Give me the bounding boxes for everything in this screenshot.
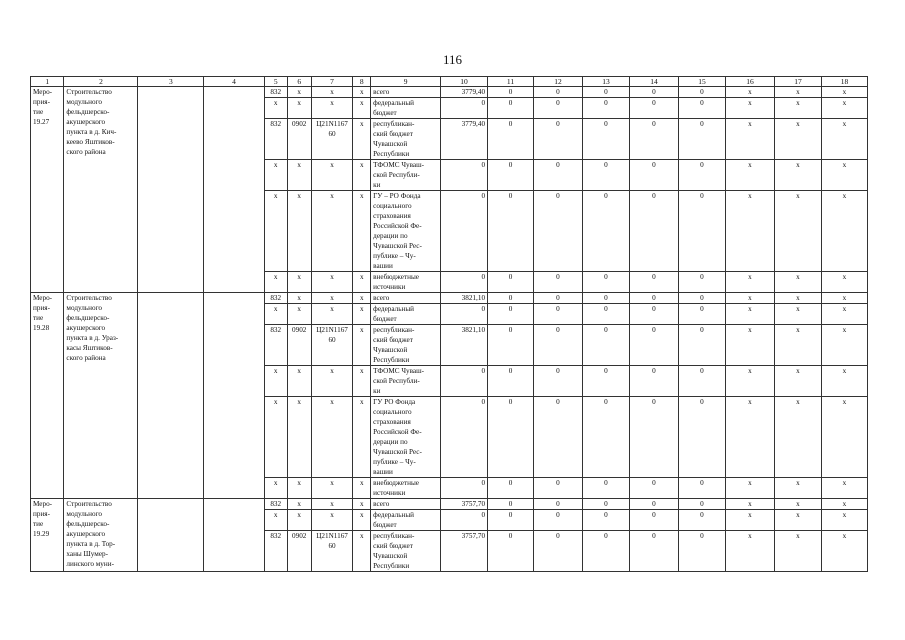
value-cell: x — [821, 293, 867, 304]
value-cell: 0 — [441, 191, 488, 272]
code-cell: x — [287, 160, 311, 191]
code-cell: 832 — [264, 531, 287, 572]
value-cell: 0 — [629, 160, 678, 191]
column-header: 17 — [774, 77, 821, 87]
value-cell: 0 — [582, 119, 629, 160]
value-cell: 0 — [488, 191, 534, 272]
value-cell: 0 — [441, 304, 488, 325]
code-cell: x — [353, 478, 371, 499]
code-cell: x — [287, 272, 311, 293]
code-cell: x — [287, 510, 311, 531]
funding-source: федеральный бюджет — [371, 98, 441, 119]
value-cell: x — [821, 397, 867, 478]
funding-source: федеральный бюджет — [371, 304, 441, 325]
code-cell: x — [311, 293, 353, 304]
value-cell: x — [821, 531, 867, 572]
budget-table — [30, 76, 868, 572]
value-cell: 0 — [533, 98, 582, 119]
event-name: Строительство модульного фельдшерско- акушерского пункта в д. Тор- ханы Шумер- линского муни- — [64, 499, 138, 572]
value-cell: 0 — [533, 531, 582, 572]
code-cell: x — [287, 304, 311, 325]
value-cell: 0 — [533, 304, 582, 325]
value-cell: 0 — [488, 478, 534, 499]
empty-cell — [138, 293, 204, 499]
code-cell: x — [287, 293, 311, 304]
value-cell: x — [774, 160, 821, 191]
value-cell: 0 — [441, 272, 488, 293]
code-cell: x — [264, 510, 287, 531]
event-label: Меро- прия- тие 19.29 — [31, 499, 64, 572]
value-cell: 0 — [488, 325, 534, 366]
value-cell: x — [725, 397, 774, 478]
code-cell: x — [287, 98, 311, 119]
value-cell: 3821,10 — [441, 293, 488, 304]
event-label: Меро- прия- тие 19.28 — [31, 293, 64, 499]
value-cell: x — [725, 293, 774, 304]
value-cell: 0 — [678, 304, 725, 325]
funding-source: ТФОМС Чуваш- ской Республи- ки — [371, 366, 441, 397]
column-header: 13 — [582, 77, 629, 87]
value-cell: x — [821, 272, 867, 293]
value-cell: 3821,10 — [441, 325, 488, 366]
value-cell: 0 — [678, 98, 725, 119]
column-header: 8 — [353, 77, 371, 87]
code-cell: x — [311, 510, 353, 531]
value-cell: x — [774, 87, 821, 98]
value-cell: 0 — [533, 397, 582, 478]
value-cell: x — [821, 304, 867, 325]
value-cell: x — [774, 366, 821, 397]
value-cell: 3779,40 — [441, 87, 488, 98]
value-cell: 0 — [629, 531, 678, 572]
column-header: 2 — [64, 77, 138, 87]
value-cell: x — [774, 304, 821, 325]
table-body — [31, 77, 868, 572]
value-cell: x — [774, 478, 821, 499]
code-cell: 832 — [264, 87, 287, 98]
code-cell: x — [353, 160, 371, 191]
value-cell: 0 — [582, 191, 629, 272]
code-cell: x — [353, 510, 371, 531]
code-cell: x — [264, 98, 287, 119]
code-cell: 0902 — [287, 531, 311, 572]
funding-source: ГУ – РО Фонда социального страхования Российской Фе- дерации по Чувашской Рес- публике – Чу- вашии — [371, 191, 441, 272]
value-cell: 0 — [629, 304, 678, 325]
code-cell: 832 — [264, 499, 287, 510]
funding-source: всего — [371, 87, 441, 98]
value-cell: 0 — [533, 366, 582, 397]
table-row — [31, 293, 868, 304]
funding-source: внебюджетные источники — [371, 272, 441, 293]
value-cell: 0 — [533, 87, 582, 98]
value-cell: x — [725, 325, 774, 366]
column-header: 14 — [629, 77, 678, 87]
value-cell: 3779,40 — [441, 119, 488, 160]
value-cell: 0 — [488, 397, 534, 478]
code-cell: x — [264, 272, 287, 293]
header-row — [31, 77, 868, 87]
value-cell: 0 — [582, 510, 629, 531]
column-header: 15 — [678, 77, 725, 87]
value-cell: x — [821, 478, 867, 499]
code-cell: x — [353, 397, 371, 478]
value-cell: x — [725, 499, 774, 510]
column-header: 5 — [264, 77, 287, 87]
funding-source: республикан- ский бюджет Чувашской Республики — [371, 119, 441, 160]
value-cell: x — [725, 478, 774, 499]
value-cell: 0 — [533, 325, 582, 366]
value-cell: 0 — [441, 366, 488, 397]
value-cell: 0 — [678, 325, 725, 366]
value-cell: 0 — [488, 293, 534, 304]
table-row — [31, 499, 868, 510]
code-cell: x — [264, 160, 287, 191]
funding-source: федеральный бюджет — [371, 510, 441, 531]
column-header: 7 — [311, 77, 353, 87]
event-name: Строительство модульного фельдшерско- акушерского пункта в д. Кич- кеево Яштиков- ского района — [64, 87, 138, 293]
code-cell: x — [353, 304, 371, 325]
value-cell: 0 — [441, 98, 488, 119]
code-cell: x — [353, 325, 371, 366]
value-cell: x — [774, 397, 821, 478]
value-cell: 0 — [678, 87, 725, 98]
column-header: 11 — [488, 77, 534, 87]
value-cell: 0 — [488, 87, 534, 98]
value-cell: 0 — [441, 397, 488, 478]
code-cell: x — [287, 397, 311, 478]
code-cell: x — [311, 499, 353, 510]
code-cell: x — [311, 304, 353, 325]
value-cell: x — [774, 119, 821, 160]
value-cell: 0 — [533, 160, 582, 191]
value-cell: 0 — [629, 272, 678, 293]
value-cell: 0 — [533, 119, 582, 160]
value-cell: 0 — [678, 531, 725, 572]
value-cell: x — [725, 160, 774, 191]
code-cell: x — [353, 98, 371, 119]
code-cell: x — [287, 191, 311, 272]
value-cell: x — [821, 366, 867, 397]
column-header: 3 — [138, 77, 204, 87]
value-cell: 0 — [629, 510, 678, 531]
code-cell: x — [353, 87, 371, 98]
value-cell: x — [774, 531, 821, 572]
value-cell: 0 — [582, 87, 629, 98]
value-cell: 0 — [678, 191, 725, 272]
funding-source: ТФОМС Чуваш- ской Республи- ки — [371, 160, 441, 191]
code-cell: x — [353, 531, 371, 572]
value-cell: 0 — [678, 510, 725, 531]
code-cell: x — [353, 366, 371, 397]
value-cell: x — [774, 325, 821, 366]
code-cell: 0902 — [287, 119, 311, 160]
code-cell: x — [353, 293, 371, 304]
code-cell: x — [264, 191, 287, 272]
value-cell: 0 — [441, 510, 488, 531]
code-cell: x — [353, 191, 371, 272]
column-header: 10 — [441, 77, 488, 87]
value-cell: 0 — [629, 87, 678, 98]
value-cell: 0 — [629, 499, 678, 510]
value-cell: 0 — [582, 397, 629, 478]
value-cell: 0 — [582, 325, 629, 366]
column-header: 1 — [31, 77, 64, 87]
value-cell: x — [821, 119, 867, 160]
value-cell: x — [821, 160, 867, 191]
value-cell: x — [821, 98, 867, 119]
code-cell: Ц21N1167 60 — [311, 119, 353, 160]
funding-source: всего — [371, 499, 441, 510]
value-cell: 0 — [678, 397, 725, 478]
value-cell: 0 — [441, 478, 488, 499]
value-cell: 0 — [488, 160, 534, 191]
value-cell: x — [725, 304, 774, 325]
code-cell: x — [287, 87, 311, 98]
value-cell: 0 — [582, 478, 629, 499]
page-number: 116 — [442, 52, 463, 67]
value-cell: x — [821, 510, 867, 531]
code-cell: x — [311, 160, 353, 191]
value-cell: 0 — [629, 119, 678, 160]
value-cell: 0 — [488, 272, 534, 293]
empty-cell — [204, 87, 265, 293]
value-cell: 0 — [441, 160, 488, 191]
funding-source: внебюджетные источники — [371, 478, 441, 499]
value-cell: 0 — [678, 160, 725, 191]
value-cell: 0 — [629, 325, 678, 366]
code-cell: x — [311, 478, 353, 499]
event-label: Меро- прия- тие 19.27 — [31, 87, 64, 293]
value-cell: x — [774, 293, 821, 304]
empty-cell — [138, 499, 204, 572]
code-cell: x — [311, 191, 353, 272]
column-header: 12 — [533, 77, 582, 87]
value-cell: x — [725, 272, 774, 293]
value-cell: 0 — [533, 191, 582, 272]
code-cell: x — [311, 87, 353, 98]
value-cell: x — [725, 87, 774, 98]
column-header: 16 — [725, 77, 774, 87]
column-header: 9 — [371, 77, 441, 87]
value-cell: 0 — [678, 119, 725, 160]
value-cell: 0 — [582, 531, 629, 572]
value-cell: 0 — [533, 510, 582, 531]
code-cell: 832 — [264, 293, 287, 304]
value-cell: 0 — [678, 499, 725, 510]
empty-cell — [138, 87, 204, 293]
value-cell: 0 — [582, 272, 629, 293]
code-cell: x — [287, 478, 311, 499]
value-cell: 0 — [488, 531, 534, 572]
value-cell: 0 — [488, 510, 534, 531]
value-cell: 0 — [582, 293, 629, 304]
value-cell: 0 — [488, 366, 534, 397]
value-cell: x — [774, 510, 821, 531]
value-cell: 0 — [488, 119, 534, 160]
code-cell: 0902 — [287, 325, 311, 366]
value-cell: 0 — [582, 304, 629, 325]
value-cell: 0 — [488, 499, 534, 510]
value-cell: x — [725, 366, 774, 397]
code-cell: x — [311, 397, 353, 478]
value-cell: 0 — [629, 98, 678, 119]
table-row — [31, 87, 868, 98]
value-cell: x — [821, 499, 867, 510]
code-cell: x — [264, 397, 287, 478]
funding-source: ГУ РО Фонда социального страхования Российской Фе- дерации по Чувашской Рес- публике – Чу- вашии — [371, 397, 441, 478]
value-cell: 0 — [678, 272, 725, 293]
value-cell: 3757,70 — [441, 499, 488, 510]
code-cell: 832 — [264, 325, 287, 366]
value-cell: 0 — [582, 98, 629, 119]
value-cell: x — [774, 272, 821, 293]
code-cell: x — [311, 366, 353, 397]
funding-source: всего — [371, 293, 441, 304]
value-cell: 0 — [488, 304, 534, 325]
value-cell: 0 — [678, 478, 725, 499]
code-cell: x — [264, 478, 287, 499]
value-cell: x — [774, 98, 821, 119]
value-cell: 0 — [629, 478, 678, 499]
funding-source: республикан- ский бюджет Чувашской Республики — [371, 325, 441, 366]
value-cell: x — [774, 499, 821, 510]
value-cell: x — [821, 325, 867, 366]
code-cell: x — [353, 119, 371, 160]
empty-cell — [204, 499, 265, 572]
column-header: 6 — [287, 77, 311, 87]
code-cell: x — [287, 366, 311, 397]
code-cell: 832 — [264, 119, 287, 160]
value-cell: 0 — [488, 98, 534, 119]
column-header: 18 — [821, 77, 867, 87]
value-cell: 0 — [629, 366, 678, 397]
value-cell: 0 — [582, 499, 629, 510]
value-cell: 0 — [533, 293, 582, 304]
value-cell: x — [774, 191, 821, 272]
value-cell: x — [725, 119, 774, 160]
value-cell: x — [725, 191, 774, 272]
value-cell: 0 — [629, 293, 678, 304]
value-cell: x — [821, 191, 867, 272]
code-cell: x — [311, 272, 353, 293]
value-cell: 0 — [678, 366, 725, 397]
value-cell: 3757,70 — [441, 531, 488, 572]
column-header: 4 — [204, 77, 265, 87]
value-cell: 0 — [533, 272, 582, 293]
empty-cell — [204, 293, 265, 499]
code-cell: x — [353, 272, 371, 293]
value-cell: x — [725, 531, 774, 572]
value-cell: 0 — [629, 397, 678, 478]
code-cell: Ц21N1167 60 — [311, 325, 353, 366]
code-cell: x — [287, 499, 311, 510]
code-cell: x — [264, 304, 287, 325]
value-cell: 0 — [629, 191, 678, 272]
value-cell: x — [821, 87, 867, 98]
code-cell: Ц21N1167 60 — [311, 531, 353, 572]
code-cell: x — [311, 98, 353, 119]
value-cell: 0 — [582, 366, 629, 397]
value-cell: x — [725, 510, 774, 531]
value-cell: 0 — [533, 478, 582, 499]
value-cell: 0 — [678, 293, 725, 304]
event-name: Строительство модульного фельдшерско- акушерского пункта в д. Ураз- касы Яштиков- ского района — [64, 293, 138, 499]
code-cell: x — [264, 366, 287, 397]
funding-source: республикан- ский бюджет Чувашской Республики — [371, 531, 441, 572]
value-cell: 0 — [533, 499, 582, 510]
value-cell: x — [725, 98, 774, 119]
code-cell: x — [353, 499, 371, 510]
value-cell: 0 — [582, 160, 629, 191]
